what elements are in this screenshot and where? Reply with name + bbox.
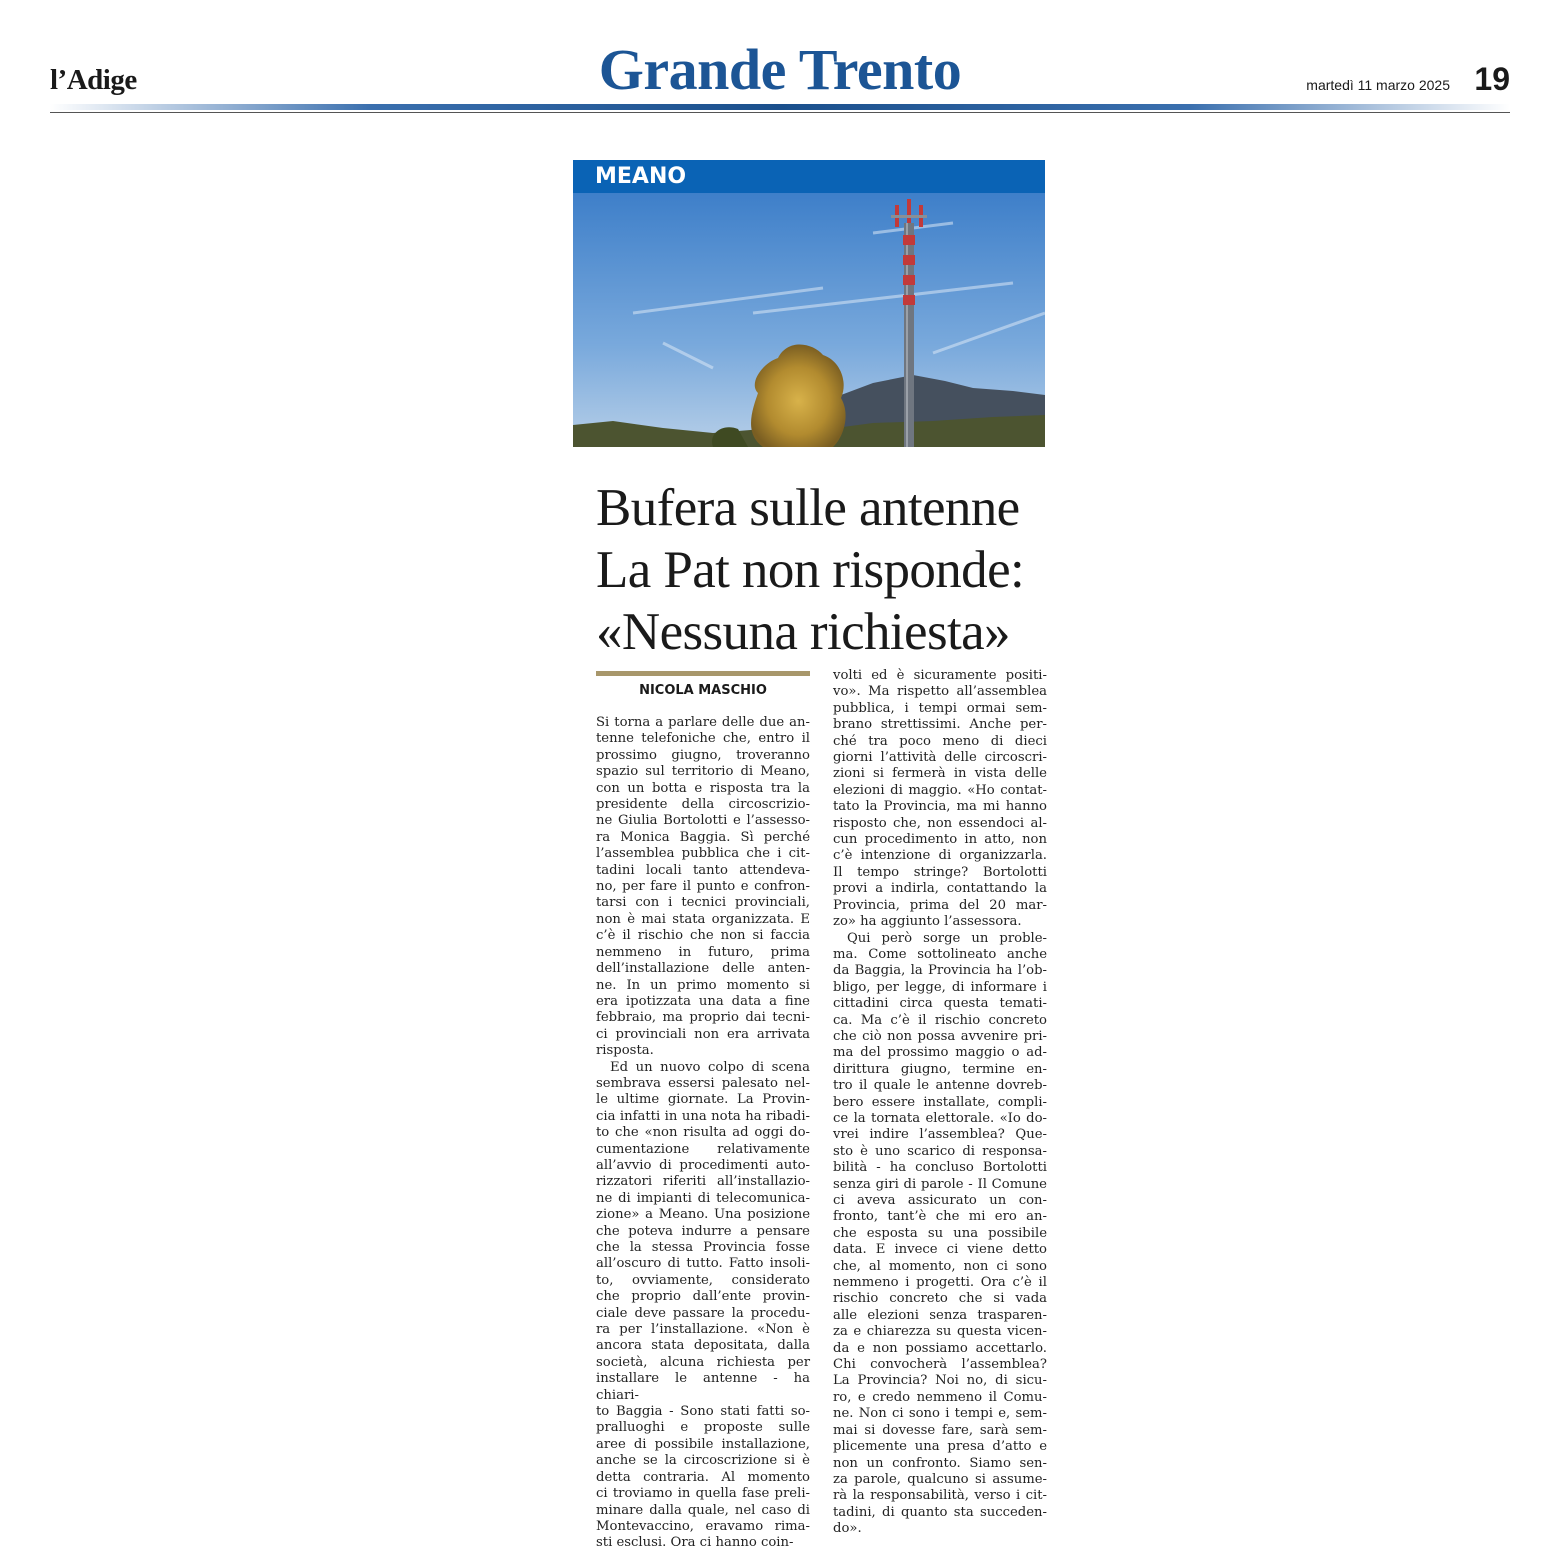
article-text-line: dirittura giugno, termine en- <box>833 1061 1047 1077</box>
article-text-line: brano strettissimi. Anche per- <box>833 717 1047 733</box>
article-column-2 <box>833 668 1047 1538</box>
article-text-line: dell’installazione delle anten- <box>596 961 810 977</box>
article-text-line: non un confronto. Siamo sen- <box>833 1455 1047 1471</box>
article-text-line: installare le antenne - ha chiari- <box>596 1371 810 1403</box>
article-text-line: bligo, per legge, di informare i <box>833 979 1047 995</box>
article-text-line: nemmeno in futuro, prima <box>596 944 810 960</box>
article-text-line: ché tra poco meno di dieci <box>833 733 1047 749</box>
article-text-line: ne. In un primo momento si <box>596 977 810 993</box>
article-headline <box>596 477 1056 663</box>
article-text-line: spazio sul territorio di Meano, <box>596 764 810 780</box>
article-text-line: ciale deve passare la procedu- <box>596 1305 810 1321</box>
article-text-line: anche se la circoscrizione si è <box>596 1453 810 1469</box>
article-text-line: rizzatori riferiti all’installazio- <box>596 1174 810 1190</box>
article-text-line: vrei indire l’assemblea? Que- <box>833 1127 1047 1143</box>
article-text-line: da e non possiamo accettarlo. <box>833 1340 1047 1356</box>
article-text-line: to, ovviamente, considerato <box>596 1272 810 1288</box>
article-text-line: prossimo giugno, troveranno <box>596 747 810 763</box>
issue-date: martedì 11 marzo 2025 <box>1306 77 1450 93</box>
article-text-line: ro, e credo nemmeno il Comu- <box>833 1389 1047 1405</box>
article-text-line: bilità - ha concluso Bortolotti <box>833 1160 1047 1176</box>
page-number: 19 <box>1474 61 1510 97</box>
article-text-line: all’avvio di procedimenti auto- <box>596 1157 810 1173</box>
article-text-line: Montevaccino, eravamo rima- <box>596 1518 810 1534</box>
article-text-line: ci aveva assicurato un con- <box>833 1193 1047 1208</box>
article-text-line: aree di possibile installazione, <box>596 1436 810 1452</box>
article-text-line: mai si dovesse fare, sarà sem- <box>833 1422 1047 1438</box>
article-text-line: che poteva indurre a pensare <box>596 1223 810 1239</box>
article-text-line: provi a indirla, contattando la <box>833 881 1047 897</box>
article-text-line: ra per l’installazione. «Non è <box>596 1322 810 1338</box>
article-text-line: ne. Non ci sono i tempi e, sem- <box>833 1406 1047 1422</box>
article-text-line: bero essere installate, compli- <box>833 1094 1047 1110</box>
article-text-line: do». <box>833 1521 862 1537</box>
article-text-line: giorni l’attività delle circoscri- <box>833 750 1047 766</box>
article-text-line: zioni si fermerà in vista delle <box>833 766 1047 782</box>
article-text-line: vo». Ma rispetto all’assemblea <box>833 684 1047 700</box>
article-text-line: da Baggia, la Provincia ha l’ob- <box>833 963 1047 979</box>
article-text-line: con un botta e risposta tra la <box>596 780 810 796</box>
article-text-line: risposta. <box>596 1043 654 1059</box>
article-text-line: La Provincia? Noi no, di sicu- <box>833 1373 1047 1389</box>
article-text-line: tarsi con i tecnici provinciali, <box>596 895 810 911</box>
article-text-line: che esposta su una possibile <box>833 1225 1047 1241</box>
article-text-line: Ed un nuovo colpo di scena <box>610 1059 810 1075</box>
article-text-line: cun procedimento in atto, non <box>833 832 1047 848</box>
article-byline: NICOLA MASCHIO <box>639 683 767 698</box>
article-text-line: alle elezioni senza trasparen- <box>833 1307 1047 1323</box>
article-kicker: MEANO <box>573 160 1045 193</box>
article-text-line: pubblica, i tempi ormai sem- <box>833 700 1047 716</box>
article-text-line: ma. Come sottolineato anche <box>833 946 1047 962</box>
article-text-line: Qui però sorge un proble- <box>847 930 1047 946</box>
article-text-line: era ipotizzata una data a fine <box>596 993 810 1009</box>
article-text-line: rà la responsabilità, verso i cit- <box>833 1488 1047 1504</box>
headline-line: La Pat non risponde: <box>596 541 1025 599</box>
newspaper-brand: l’Adige <box>50 64 137 96</box>
article-text-line: che, al momento, non ci sono <box>833 1258 1047 1274</box>
article-text-line: cumentazione relativamente <box>596 1141 810 1157</box>
article-text-line: volti ed è sicuramente positi- <box>833 668 1047 683</box>
article-text-line: zo» ha aggiunto l’assessora. <box>833 914 1022 930</box>
article-text-line: Chi convocherà l’assemblea? <box>833 1357 1047 1373</box>
article-text-line: tadini locali tanto attendeva- <box>596 862 810 878</box>
article-text-line: tro il quale le antenne dovreb- <box>833 1078 1047 1094</box>
header-thin-rule <box>50 112 1510 113</box>
article-text-line: data. E invece ci viene detto <box>833 1242 1047 1258</box>
article-text-line: nemmeno i progetti. Ora c’è il <box>833 1275 1047 1291</box>
headline-line: «Nessuna richiesta» <box>596 603 1010 661</box>
article-text-line: tato la Provincia, ma mi hanno <box>833 799 1047 815</box>
headline-line: Bufera sulle antenne <box>596 479 1020 537</box>
article-text-line: cittadini circa questa temati- <box>833 996 1047 1012</box>
article-text-line: ca. Ma c’è il rischio concreto <box>833 1012 1047 1028</box>
article-text-line: minare dalla quale, nel caso di <box>596 1502 810 1518</box>
article-text-line: ci provinciali non era arrivata <box>596 1026 810 1042</box>
article-text-line: risposto che, non essendoci al- <box>833 815 1047 831</box>
article-text-line: sti esclusi. Ora ci hanno coin- <box>596 1535 794 1551</box>
article-text-line: presidente della circoscrizio- <box>596 797 810 813</box>
article-text-line: senza giri di parole - Il Comune <box>833 1176 1047 1192</box>
article-text-line: ne di impianti di telecomunica- <box>596 1190 810 1206</box>
article-text-line: ancora stata depositata, dalla <box>596 1338 810 1354</box>
article-text-line: non è mai stata organizzata. E <box>596 911 810 927</box>
article-text-line: plicemente una presa d’atto e <box>833 1439 1047 1455</box>
article-column-1 <box>596 715 810 1552</box>
article-text-line: ci troviamo in quella fase preli- <box>596 1486 810 1502</box>
article-text-line: tenne telefoniche che, entro il <box>596 731 810 747</box>
article-text-line: Il tempo stringe? Bortolotti <box>833 864 1047 880</box>
article-text-line: società, alcuna richiesta per <box>596 1354 810 1370</box>
article-text-line: c’è intenzione di organizzarla. <box>833 848 1047 864</box>
article-text-line: ce la tornata elettorale. «Io do- <box>833 1110 1047 1126</box>
antenna-photo <box>573 193 1045 447</box>
article-text-line: pralluoghi e proposte sulle <box>596 1420 810 1436</box>
article-text-line: che la stessa Provincia fosse <box>596 1240 810 1255</box>
article-text-line: zione» a Meano. Una posizione <box>596 1207 810 1223</box>
article-text-line: fronto, tant’è che mi ero an- <box>833 1209 1047 1225</box>
article-text-line: le ultime giornate. La Provin- <box>596 1092 810 1108</box>
article-text-line: ma del prossimo maggio o ad- <box>833 1045 1047 1061</box>
article-text-line: l’assemblea pubblica che i cit- <box>596 846 810 862</box>
article-text-line: to Baggia - Sono stati fatti so- <box>596 1404 810 1420</box>
article-text-line: Provincia, prima del 20 mar- <box>833 897 1047 913</box>
article-text-line: c’è il rischio che non si faccia <box>596 928 810 944</box>
section-title: Grande Trento <box>598 37 962 102</box>
article-text-line: all’oscuro di tutto. Fatto insoli- <box>596 1256 810 1272</box>
article-text-line: za e chiarezza su questa vicen- <box>833 1324 1047 1340</box>
article-text-line: ne Giulia Bortolotti e l’assesso- <box>596 813 810 829</box>
article-text-line: detta contraria. Al momento <box>596 1469 810 1485</box>
article-text-line: za parole, qualcuno si assume- <box>833 1471 1047 1487</box>
article-text-line: tadini, di quanto sta succeden- <box>833 1504 1047 1520</box>
byline-rule <box>596 671 810 676</box>
article-text-line: rischio concreto che si vada <box>833 1291 1047 1307</box>
article-text-line: che proprio dall’ente provin- <box>596 1289 810 1305</box>
article-text-line: ra Monica Baggia. Sì perché <box>596 829 810 845</box>
article-text-line: sto è uno scarico di responsa- <box>833 1143 1047 1159</box>
article-text-line: no, per fare il punto e confron- <box>596 879 810 895</box>
article-text-line: elezioni di maggio. «Ho contat- <box>833 782 1047 798</box>
article-text-line: sembrava essersi palesato nel- <box>596 1075 810 1091</box>
article-text-line: febbraio, ma proprio dai tecni- <box>596 1010 810 1026</box>
article-text-line: Si torna a parlare delle due an- <box>596 715 810 730</box>
header-rule <box>50 104 1510 110</box>
article-text-line: cia infatti in una nota ha ribadi- <box>596 1108 810 1124</box>
article-text-line: to che «non risulta ad oggi do- <box>596 1125 810 1141</box>
article-text-line: che ciò non possa avvenire pri- <box>833 1028 1047 1044</box>
